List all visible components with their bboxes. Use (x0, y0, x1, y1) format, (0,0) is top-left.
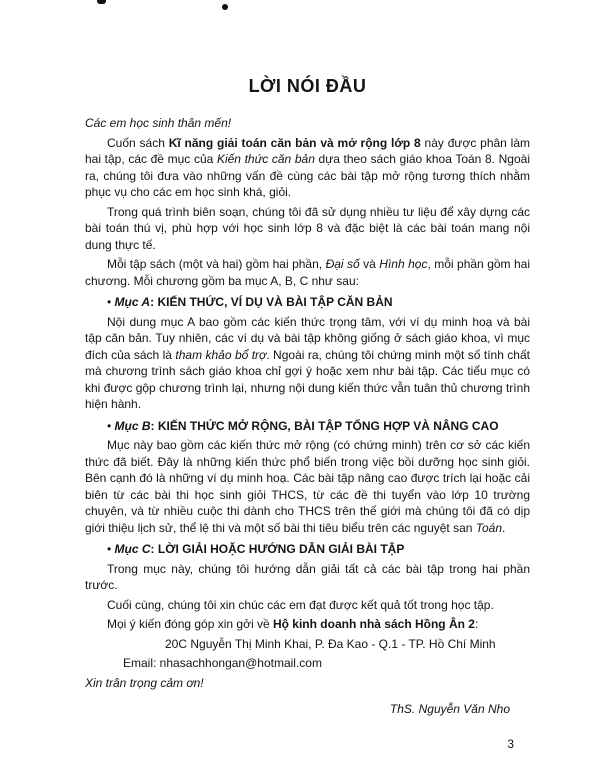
scan-artifact (97, 0, 106, 4)
text-run: 20C Nguyễn Thị Minh Khai, P. Đa Kao - Q.1 - TP. Hồ Chí Minh (165, 636, 496, 651)
page-body (85, 115, 530, 718)
structure-paragraph (85, 256, 530, 289)
text-run: ThS. Nguyễn Văn Nho (389, 702, 510, 716)
scan-artifact (222, 4, 228, 10)
section-b-heading (85, 418, 530, 435)
text-run: Hình học (379, 257, 428, 271)
text-run: Mục A (114, 295, 151, 309)
section-a-body (85, 314, 530, 413)
text-run: • (107, 542, 115, 556)
section-b-body (85, 437, 530, 536)
intro-paragraph (85, 135, 530, 201)
closing-wish (85, 597, 530, 614)
text-run: Kĩ năng giải toán căn bản và mở rộng lớp 8 (168, 135, 421, 150)
text-run: Mục B (114, 418, 151, 433)
text-run: : (150, 295, 158, 309)
text-run: • (107, 295, 115, 309)
text-run: tham khảo bổ trợ (175, 347, 267, 362)
text-run: Hộ kinh doanh nhà sách Hồng Ân 2 (272, 617, 475, 631)
text-run: dựa theo sách giáo khoa Toán 8. Ngoài ra, chúng tôi đưa vào những vấn đề cùng các bài tập mở rộng tương thích nhằm phục vụ cho các em học sinh khá, giỏi. (85, 152, 530, 199)
thanks-line (85, 675, 530, 692)
text-run: , mỗi phần gồm hai chương. Mỗi chương gồm ba mục A, B, C như sau: (85, 257, 531, 288)
author-signature (85, 701, 530, 718)
text-run: Cuốn sách (107, 135, 169, 150)
section-c-heading (85, 541, 530, 558)
text-run: : (474, 617, 479, 631)
text-run: : (150, 542, 158, 556)
text-run: Xin trân trọng cảm ơn! (85, 675, 204, 690)
text-run: Đại số (325, 257, 360, 271)
page-title: LỜI NÓI ĐẦU (248, 76, 367, 96)
text-run: . Ngoài ra, chúng tôi chứng minh một số tính chất mà chương trình sách giáo khoa chỉ gợi ý hoặc xem như bài tập. Các tiểu mục có khi được gộp chương trình lại, nhưng nội dung kiến thức vẫn tuân thủ chương trình hiện hành. (85, 347, 530, 411)
text-run: Toán (475, 520, 503, 535)
text-run: Mỗi tập sách (một và hai) gồm hai phần, (107, 257, 326, 271)
section-a-heading (85, 294, 530, 311)
text-run: Các em học sinh thân mến! (85, 116, 232, 130)
text-run: Mục này bao gồm các kiến thức mở rộng (có chứng minh) trên cơ sở các kiến thức đã biết. Đây là những kiến thức phổ biến trong việc bồi dưỡng học sinh giỏi. Bên cạnh đó là những ví dụ minh hoạ. Các bài tập nâng cao được trích lại hoặc cải biên từ các bài thi học sinh giỏi THCS, từ các đề thi tuyển vào lớp 10 trường chuyên, và từ nhiều cuộc thi dành cho THCS trên thế giới mà chúng tôi đã có dịp giới thiệu lịch sử, thể lệ thi và một số bài thi tiêu biểu trên các nguyệt san (85, 438, 530, 535)
text-run: Trong quá trình biên soạn, chúng tôi đã sử dụng nhiều tư liệu để xây dựng các bài toán thú vị, phù hợp với học sinh lớp 8 và đặc biệt là các bài toán mang nội dung thực tế. (85, 204, 530, 252)
text-run: Email: nhasachhongan@hotmail.com (123, 656, 322, 670)
text-run: Mọi ý kiến đóng góp xin gởi về (107, 617, 273, 631)
text-run: Mục C (114, 542, 151, 556)
greeting-line (85, 115, 530, 132)
text-run: và (359, 257, 380, 271)
compilation-paragraph (85, 204, 530, 254)
feedback-line (85, 616, 530, 633)
text-run: Nội dung mục A bao gồm các kiến thức trọng tâm, với ví dụ minh hoạ và bài tập căn bản. Tuy nhiên, các ví dụ và bài tập không giống ở sách giáo khoa, vì mục đích của sách là (85, 314, 530, 362)
text-run: KIẾN THỨC, VÍ DỤ VÀ BÀI TẬP CĂN BẢN (157, 295, 393, 309)
address-line (85, 636, 530, 653)
text-run: Kiến thức căn bản (216, 152, 315, 166)
page-number: 3 (507, 737, 514, 751)
text-run: • (107, 418, 115, 433)
section-c-body (85, 561, 530, 594)
text-run: . (502, 520, 506, 535)
text-run: LỜI GIẢI HOẶC HƯỚNG DẪN GIẢI BÀI TẬP (157, 542, 405, 556)
text-run: KIẾN THỨC MỞ RỘNG, BÀI TẬP TỔNG HỢP VÀ NÂNG CAO (157, 418, 499, 433)
text-run: này được phân làm hai tập, các đề mục của (85, 135, 530, 166)
text-run: : (150, 418, 158, 433)
text-run: Cuối cùng, chúng tôi xin chúc các em đạt được kết quả tốt trong học tập. (107, 597, 494, 612)
email-line (85, 655, 530, 672)
text-run: Trong mục này, chúng tôi hướng dẫn giải tất cả các bài tập trong hai phần trước. (85, 561, 530, 592)
